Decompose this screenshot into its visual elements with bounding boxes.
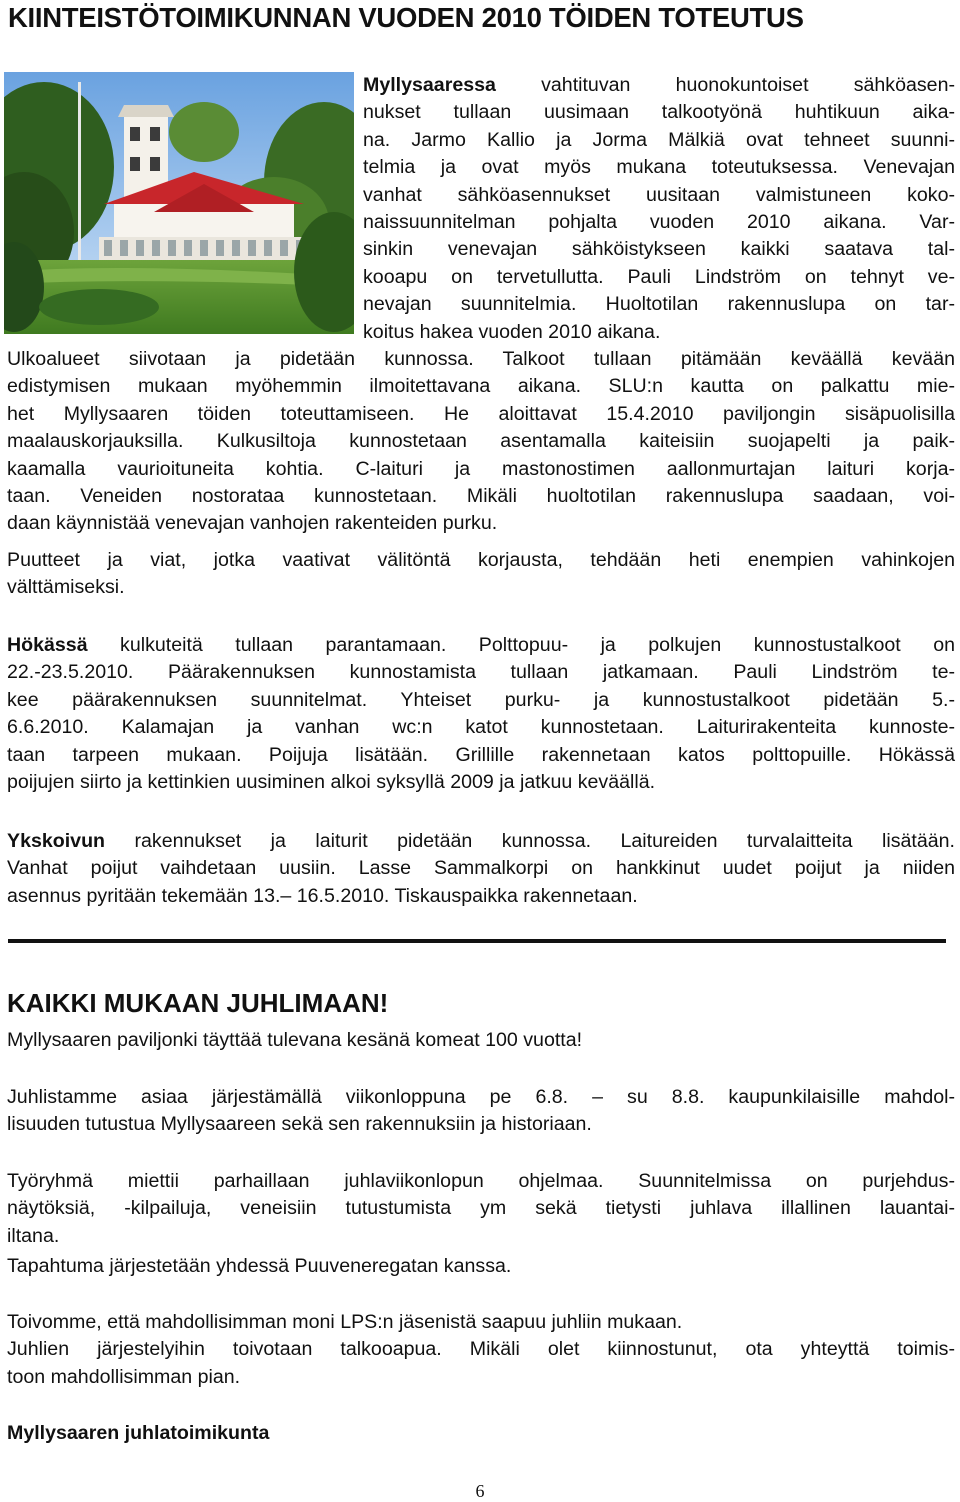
hokassa-lead: Hökässä [7, 634, 88, 656]
celebration-intro: Myllysaaren paviljonki täyttää tulevana kesänä komeat 100 vuotta! [7, 1029, 583, 1051]
ykskoivu-lead: Ykskoivun [7, 830, 106, 852]
page-title: KIINTEISTÖTOIMIKUNNAN VUODEN 2010 TÖIDEN TOTEUTUS [8, 2, 804, 33]
celebration-paragraph-3: Tapahtuma järjestetään yhdessä Puuveneregatan kanssa. [7, 1255, 512, 1277]
page-number: 6 [475, 1481, 485, 1501]
ykskoivu-paragraph: Ykskoivun rakennukset ja laiturit pidetään kunnossa. Laitureiden turvalaitteita lisätään. Vanhat poijut vaihdetaan uusiin. Lasse Sammalkorpi on hankkinut uudet poijut ja niiden asennus pyritään tekemään 13.– 16.5.2010. Tiskauspaikka rakennetaan. [7, 830, 955, 907]
pavilion-photo-icon [4, 72, 354, 334]
myllysaari-lead: Myllysaaressa [363, 74, 496, 96]
celebration-heading: KAIKKI MUKAAN JUHLIMAAN! [7, 988, 389, 1018]
celebration-paragraph-2: Työryhmä miettii parhaillaan juhlaviikonlopun ohjelmaa. Suunnitelmissa on purjehdus- näytöksiä, -kilpailuja, veneisiin tutustumista ym sekä tietysti juhlava illallinen lauantai- iltana. [7, 1170, 955, 1247]
section-divider [8, 939, 946, 943]
myllysaari-wrap-paragraph: Myllysaaressa vahtituvan huonokuntoiset sähköasen- nukset tullaan uusimaan talkootyönä huhtikuun aika- na. Jarmo Kallio ja Jorma Mälkiä ovat tehneet suunni- telmia ja ovat myös mukana toteutuksessa. Venevajan vanhat sähköasennukset uusitaan valmistuneen koko- naissuunnitelman pohjalta vuoden 2010 aikana. Var- sinkin venevajan sähköistykseen kaikki saatava tal- kooapu on tervetullutta. Pauli Lindström on tehnyt ve- nevajan suunnitelmia. Huoltotilan rakennuslupa on tar- koitus hakea vuoden 2010 aikana. [363, 74, 955, 343]
myllysaari-full-paragraph: Ulkoalueet siivotaan ja pidetään kunnossa. Talkoot tullaan pitämään keväällä kevään edistymisen mukaan myöhemmin ilmoitettavana aikana. SLU:n kautta on palkattu mie- het Myllysaaren töiden toteuttamiseen. He aloittavat 15.4.2010 paviljongin sisäpuolisilla maalauskorjauksilla. Kulkusiltoja kunnostetaan asentamalla kaiteisiin suojapelti ja paik- kaamalla vaurioituneita kohtia. C-laituri ja mastonostimen aallonmurtajan laituri korja- taan. Veneiden nostorataa kunnostetaan. Mikäli huoltotilan rakennuslupa saadaan, voi- daan käynnistää venevajan vanhojen rakenteiden purku. [7, 348, 955, 535]
signature: Myllysaaren juhlatoimikunta [7, 1422, 270, 1444]
celebration-paragraph-1: Juhlistamme asiaa järjestämällä viikonloppuna pe 6.8. – su 8.8. kaupunkilaisille mahdol- lisuuden tutustua Myllysaareen sekä sen rakennuksiin ja historiaan. [7, 1086, 955, 1136]
defects-paragraph: Puutteet ja viat, jotka vaativat välitöntä korjausta, tehdään heti enempien vahinkojen välttämiseksi. [7, 549, 955, 599]
pavilion-photo [4, 72, 354, 334]
celebration-paragraph-4: Toivomme, että mahdollisimman moni LPS:n jäsenistä saapuu juhliin mukaan. Juhlien järjestelyihin toivotaan talkooapua. Mikäli olet kiinnostunut, ota yhteyttä toimis- toon mahdollisimman pian. [7, 1311, 955, 1388]
hokassa-paragraph: Hökässä kulkuteitä tullaan parantamaan. Polttopuu- ja polkujen kunnostustalkoot on 22.-23.5.2010. Päärakennuksen kunnostamista tullaan jatkamaan. Pauli Lindström te- kee päärakennuksen suunnitelmat. Yhteiset purku- ja kunnostustalkoot pidetään 5.- 6.6.2010. Kalamajan ja vanhan wc:n katot kunnostetaan. Laiturirakenteita kunnoste- taan tarpeen mukaan. Poijuja lisätään. Grillille rakennetaan katos polttopuille. Hökässä poijujen siirto ja kettinkien uusiminen alkoi syksyllä 2009 ja jatkuu keväällä. [7, 634, 955, 794]
